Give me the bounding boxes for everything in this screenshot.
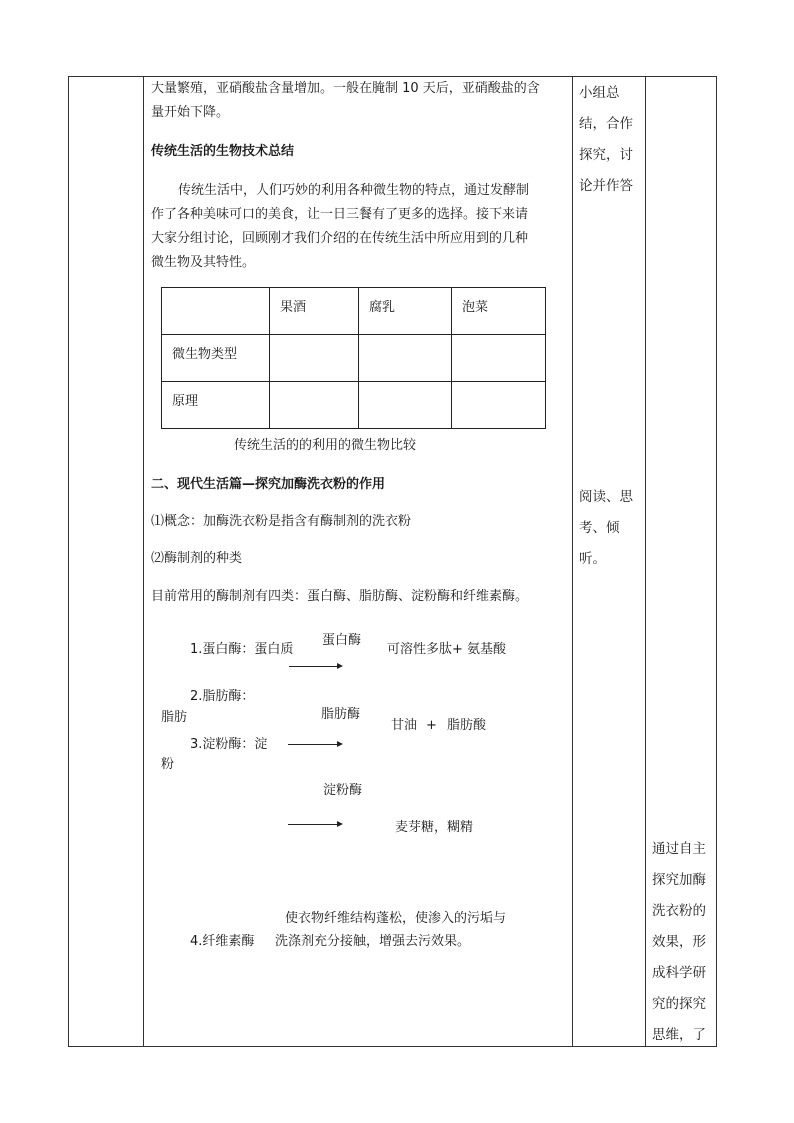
reaction-arrow — [288, 824, 341, 825]
design-intent-line: 洗衣粉的 — [652, 903, 706, 919]
table-cell — [270, 382, 359, 429]
design-intent-line: 效果，形 — [652, 934, 706, 950]
enzyme-catalyst-label: 淀粉酶 — [323, 783, 363, 798]
table-row-label: 微生物类型 — [162, 335, 270, 382]
table-cell — [359, 335, 452, 382]
microbe-comparison-table — [161, 287, 546, 429]
table-row — [162, 382, 546, 429]
student-activity-block — [579, 482, 645, 575]
student-activity-line: 探究，讨 — [579, 147, 633, 163]
paragraph-line: 作了各种美味可口的美食，让一日三餐有了更多的选择。接下来请 — [151, 207, 529, 222]
student-activity-line: 听。 — [579, 551, 606, 567]
design-intent-line: 探究加酶 — [652, 872, 706, 888]
intro-line: 大量繁殖，亚硝酸盐含量增加。一般在腌制 10 天后，亚硝酸盐的含 — [151, 81, 540, 96]
table-row — [162, 335, 546, 382]
table-header-row — [162, 288, 546, 335]
table-cell — [452, 382, 546, 429]
student-activity-block — [579, 78, 645, 202]
student-activity-line: 小组总 — [579, 85, 620, 101]
paragraph-line: 微生物及其特性。 — [151, 255, 256, 270]
design-intent-line: 通过自主 — [652, 841, 706, 857]
subheading: ⑵酶制剂的种类 — [151, 551, 243, 566]
enzyme-product: 脂肪酸 — [447, 718, 487, 733]
table-header: 果酒 — [270, 288, 359, 335]
enzyme-product: 可溶性多肽+ 氨基酸 — [387, 642, 507, 657]
intro-line: 量开始下降。 — [151, 105, 230, 120]
reaction-arrow — [288, 744, 341, 745]
table-cell — [162, 288, 270, 335]
enzyme-label-cont: 粉 — [161, 757, 175, 772]
enzyme-description: 洗涤剂充分接触，增强去污效果。 — [275, 934, 471, 949]
enzyme-catalyst-label: 蛋白酶 — [322, 633, 362, 648]
column-divider — [645, 76, 646, 1047]
student-activity-line: 论并作答 — [579, 178, 633, 194]
enzyme-description: 使衣物纤维结构蓬松，使渗入的污垢与 — [285, 911, 507, 926]
section-heading: 二、现代生活篇—探究加酶洗衣粉的作用 — [151, 477, 386, 492]
design-intent-block — [652, 834, 716, 1051]
column-divider — [572, 76, 573, 1047]
plus-sign: + — [426, 718, 437, 733]
enzyme-catalyst-label: 脂肪酶 — [321, 707, 361, 722]
student-activity-line: 结，合作 — [579, 116, 633, 132]
table-cell — [270, 335, 359, 382]
enzyme-substrate: 脂肪 — [161, 710, 188, 725]
enzyme-product: 麦芽糖，糊精 — [395, 820, 474, 835]
table-row-label: 原理 — [162, 382, 270, 429]
student-activity-line: 阅读、思 — [579, 489, 633, 505]
section-heading: 传统生活的生物技术总结 — [151, 144, 295, 159]
paragraph-line: 传统生活中，人们巧妙的利用各种微生物的特点，通过发酵制 — [178, 183, 530, 198]
paragraph-line: 大家分组讨论，回顾刚才我们介绍的在传统生活中所应用到的几种 — [151, 231, 529, 246]
reaction-arrow — [289, 666, 341, 667]
design-intent-line: 思维，了 — [652, 1027, 706, 1043]
student-activity-line: 考、倾 — [579, 520, 620, 536]
table-cell — [452, 335, 546, 382]
types-intro: 目前常用的酶制剂有四类：蛋白酶、脂肪酶、淀粉酶和纤维素酶。 — [151, 589, 529, 604]
enzyme-label: 2.脂肪酶： — [190, 689, 255, 704]
column-divider — [143, 76, 144, 1047]
table-header: 泡菜 — [452, 288, 546, 335]
concept-line: ⑴概念：加酶洗衣粉是指含有酶制剂的洗衣粉 — [151, 514, 412, 529]
enzyme-label: 3.淀粉酶：淀 — [190, 737, 268, 752]
design-intent-line: 究的探究 — [652, 996, 706, 1012]
enzyme-label: 4.纤维素酶 — [190, 934, 255, 949]
enzyme-label: 1.蛋白酶：蛋白质 — [190, 642, 294, 657]
table-cell — [359, 382, 452, 429]
table-caption: 传统生活的的利用的微生物比较 — [234, 438, 417, 453]
enzyme-product: 甘油 — [391, 718, 418, 733]
design-intent-line: 成科学研 — [652, 965, 706, 981]
table-header: 腐乳 — [359, 288, 452, 335]
